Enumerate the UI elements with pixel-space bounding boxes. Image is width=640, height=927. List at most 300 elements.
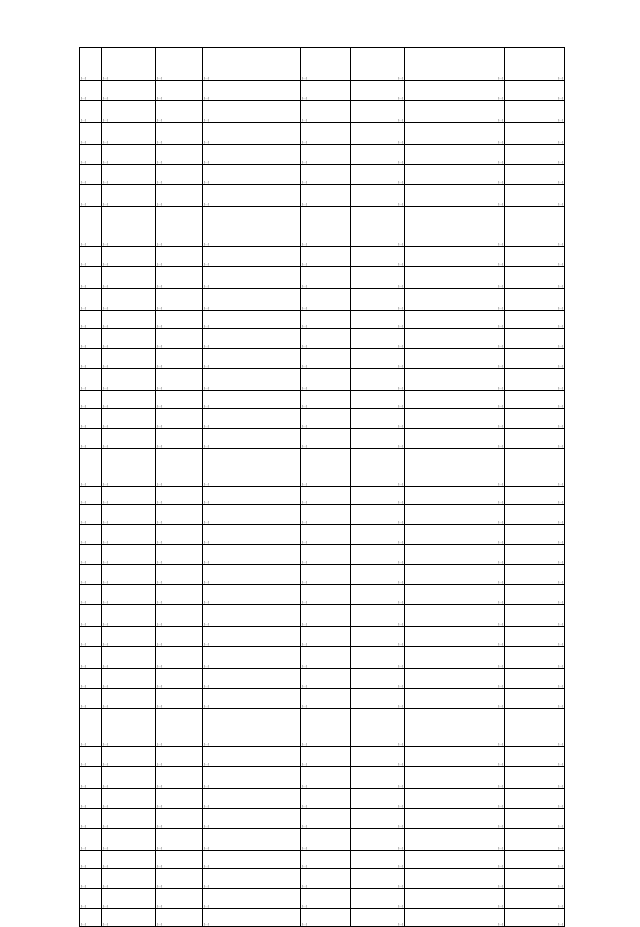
cell-cat: […] [203, 329, 301, 349]
cell-cat: […] [203, 247, 301, 267]
table-row [80, 185, 565, 207]
cell-c: […] [505, 409, 565, 429]
cell-desc: […] [301, 247, 351, 267]
cell-desc: […] [301, 145, 351, 165]
cell-b: […] [405, 123, 505, 145]
cell-addr: […] [156, 565, 203, 585]
cell-b: […] [405, 349, 505, 369]
cell-cat: […] [203, 585, 301, 605]
cell-desc: […] [301, 525, 351, 545]
cell-addr: […] [156, 429, 203, 449]
cell-c: […] [505, 487, 565, 505]
cell-desc: […] [301, 449, 351, 487]
cell-cat: […] [203, 565, 301, 585]
cell-n: […] [80, 545, 102, 565]
cell-n: […] [80, 909, 102, 927]
cell-desc: […] [301, 123, 351, 145]
cell-addr: […] [156, 647, 203, 669]
cell-a: […] [351, 267, 405, 289]
cell-c: […] [505, 165, 565, 185]
table-row [80, 829, 565, 851]
cell-desc: […] [301, 505, 351, 525]
cell-b: […] [405, 505, 505, 525]
cell-b: […] [405, 585, 505, 605]
cell-n: […] [80, 311, 102, 329]
cell-c: […] [505, 207, 565, 247]
table-row [80, 311, 565, 329]
cell-addr: […] [156, 409, 203, 429]
table-row [80, 369, 565, 391]
cell-cad: […] [102, 101, 156, 123]
cell-a: […] [351, 247, 405, 267]
cell-n: […] [80, 869, 102, 889]
cell-b: […] [405, 525, 505, 545]
cell-addr: […] [156, 627, 203, 647]
cell-desc: […] [301, 809, 351, 829]
cell-cad: […] [102, 369, 156, 391]
cell-b: […] [405, 669, 505, 689]
table-row [80, 289, 565, 311]
cell-c: […] [505, 889, 565, 909]
cell-a: […] [351, 391, 405, 409]
cell-cat: […] [203, 101, 301, 123]
cell-cat: […] [203, 391, 301, 409]
cell-addr: […] [156, 669, 203, 689]
cell-cad: […] [102, 487, 156, 505]
cell-cat: […] [203, 311, 301, 329]
cell-c: […] [505, 289, 565, 311]
cell-addr: […] [156, 449, 203, 487]
table-row [80, 851, 565, 869]
table-row [80, 505, 565, 525]
cell-cad: […] [102, 585, 156, 605]
cell-addr: […] [156, 809, 203, 829]
cell-cat: […] [203, 605, 301, 627]
cell-c: […] [505, 185, 565, 207]
cell-desc: […] [301, 709, 351, 747]
cell-addr: […] [156, 889, 203, 909]
cell-addr: […] [156, 767, 203, 789]
cell-a: […] [351, 647, 405, 669]
cell-n: […] [80, 605, 102, 627]
cell-n: […] [80, 525, 102, 545]
cell-addr: […] [156, 909, 203, 927]
cell-n: […] [80, 767, 102, 789]
cell-c: […] [505, 449, 565, 487]
cell-n: […] [80, 207, 102, 247]
cell-n: […] [80, 165, 102, 185]
cell-cat: […] [203, 669, 301, 689]
cell-a: […] [351, 809, 405, 829]
cell-addr: […] [156, 207, 203, 247]
cell-a: […] [351, 605, 405, 627]
cell-a: […] [351, 829, 405, 851]
cell-n: […] [80, 689, 102, 709]
register-table [79, 47, 565, 927]
cell-desc: […] [301, 851, 351, 869]
cell-desc: […] [301, 349, 351, 369]
cell-desc: […] [301, 101, 351, 123]
cell-b: […] [405, 851, 505, 869]
cell-c: […] [505, 669, 565, 689]
table-row [80, 487, 565, 505]
cell-desc: […] [301, 889, 351, 909]
cell-cad: […] [102, 767, 156, 789]
cell-n: […] [80, 829, 102, 851]
cell-b: […] [405, 267, 505, 289]
cell-a: […] [351, 525, 405, 545]
cell-cad: […] [102, 329, 156, 349]
cell-c: […] [505, 349, 565, 369]
cell-cad: […] [102, 669, 156, 689]
cell-n: […] [80, 289, 102, 311]
cell-cad: […] [102, 48, 156, 81]
cell-a: […] [351, 789, 405, 809]
cell-cad: […] [102, 247, 156, 267]
cell-cad: […] [102, 409, 156, 429]
cell-desc: […] [301, 605, 351, 627]
table-row [80, 429, 565, 449]
cell-a: […] [351, 349, 405, 369]
cell-cad: […] [102, 81, 156, 101]
table-row [80, 81, 565, 101]
cell-b: […] [405, 165, 505, 185]
cell-addr: […] [156, 165, 203, 185]
cell-c: […] [505, 525, 565, 545]
cell-desc: […] [301, 289, 351, 311]
cell-desc: […] [301, 329, 351, 349]
cell-b: […] [405, 487, 505, 505]
cell-desc: […] [301, 747, 351, 767]
cell-addr: […] [156, 101, 203, 123]
cell-cat: […] [203, 869, 301, 889]
table-row [80, 627, 565, 647]
table-row [80, 349, 565, 369]
cell-addr: […] [156, 349, 203, 369]
cell-cad: […] [102, 829, 156, 851]
cell-addr: […] [156, 329, 203, 349]
table-row [80, 709, 565, 747]
cell-a: […] [351, 565, 405, 585]
cell-addr: […] [156, 789, 203, 809]
cell-c: […] [505, 767, 565, 789]
cell-n: […] [80, 647, 102, 669]
cell-c: […] [505, 545, 565, 565]
cell-c: […] [505, 851, 565, 869]
cell-c: […] [505, 789, 565, 809]
cell-c: […] [505, 311, 565, 329]
cell-desc: […] [301, 185, 351, 207]
cell-cat: […] [203, 851, 301, 869]
cell-n: […] [80, 851, 102, 869]
cell-addr: […] [156, 851, 203, 869]
cell-cat: […] [203, 145, 301, 165]
table-row [80, 585, 565, 605]
cell-a: […] [351, 869, 405, 889]
cell-cad: […] [102, 449, 156, 487]
cell-a: […] [351, 747, 405, 767]
cell-b: […] [405, 829, 505, 851]
cell-c: […] [505, 267, 565, 289]
table-row [80, 101, 565, 123]
table-row [80, 545, 565, 565]
cell-addr: […] [156, 545, 203, 565]
cell-cat: […] [203, 369, 301, 391]
cell-c: […] [505, 81, 565, 101]
cell-a: […] [351, 689, 405, 709]
cell-cad: […] [102, 789, 156, 809]
cell-n: […] [80, 487, 102, 505]
cell-n: […] [80, 809, 102, 829]
cell-c: […] [505, 829, 565, 851]
table-row [80, 747, 565, 767]
cell-b: […] [405, 329, 505, 349]
cell-cat: […] [203, 689, 301, 709]
table-row [80, 267, 565, 289]
cell-b: […] [405, 789, 505, 809]
table-row [80, 809, 565, 829]
cell-desc: […] [301, 565, 351, 585]
cell-c: […] [505, 747, 565, 767]
cell-cad: […] [102, 123, 156, 145]
cell-addr: […] [156, 391, 203, 409]
cell-b: […] [405, 409, 505, 429]
cell-desc: […] [301, 829, 351, 851]
cell-cat: […] [203, 545, 301, 565]
table-row [80, 123, 565, 145]
cell-c: […] [505, 809, 565, 829]
cell-a: […] [351, 545, 405, 565]
cell-n: […] [80, 747, 102, 767]
cell-b: […] [405, 545, 505, 565]
cell-addr: […] [156, 869, 203, 889]
cell-desc: […] [301, 487, 351, 505]
cell-a: […] [351, 369, 405, 391]
cell-cad: […] [102, 869, 156, 889]
cell-b: […] [405, 449, 505, 487]
cell-b: […] [405, 565, 505, 585]
cell-a: […] [351, 207, 405, 247]
table-row [80, 689, 565, 709]
cell-a: […] [351, 709, 405, 747]
table-row [80, 605, 565, 627]
cell-cad: […] [102, 809, 156, 829]
cell-addr: […] [156, 289, 203, 311]
table-row [80, 247, 565, 267]
cell-desc: […] [301, 267, 351, 289]
cell-desc: […] [301, 48, 351, 81]
table-row [80, 789, 565, 809]
cell-b: […] [405, 185, 505, 207]
cell-cad: […] [102, 565, 156, 585]
cell-a: […] [351, 909, 405, 927]
cell-cat: […] [203, 185, 301, 207]
cell-cad: […] [102, 889, 156, 909]
cell-a: […] [351, 889, 405, 909]
cell-desc: […] [301, 391, 351, 409]
cell-b: […] [405, 689, 505, 709]
cell-desc: […] [301, 429, 351, 449]
cell-a: […] [351, 585, 405, 605]
cell-desc: […] [301, 81, 351, 101]
table-row [80, 391, 565, 409]
cell-cad: […] [102, 647, 156, 669]
cell-c: […] [505, 647, 565, 669]
cell-c: […] [505, 391, 565, 409]
cell-n: […] [80, 329, 102, 349]
cell-addr: […] [156, 267, 203, 289]
cell-cat: […] [203, 81, 301, 101]
cell-b: […] [405, 869, 505, 889]
cell-cad: […] [102, 545, 156, 565]
cell-cat: […] [203, 207, 301, 247]
cell-cat: […] [203, 647, 301, 669]
cell-b: […] [405, 909, 505, 927]
cell-desc: […] [301, 585, 351, 605]
table-row [80, 449, 565, 487]
table-row [80, 869, 565, 889]
cell-c: […] [505, 123, 565, 145]
cell-a: […] [351, 627, 405, 647]
cell-addr: […] [156, 123, 203, 145]
cell-cat: […] [203, 829, 301, 851]
cell-cat: […] [203, 525, 301, 545]
cell-cat: […] [203, 48, 301, 81]
cell-a: […] [351, 409, 405, 429]
cell-n: […] [80, 267, 102, 289]
table-row [80, 909, 565, 927]
cell-cat: […] [203, 429, 301, 449]
cell-cad: […] [102, 349, 156, 369]
cell-cat: […] [203, 449, 301, 487]
cell-n: […] [80, 505, 102, 525]
register-rows [80, 48, 565, 927]
cell-b: […] [405, 145, 505, 165]
cell-b: […] [405, 289, 505, 311]
cell-c: […] [505, 585, 565, 605]
table-row [80, 889, 565, 909]
cell-a: […] [351, 289, 405, 311]
cell-n: […] [80, 585, 102, 605]
table-row [80, 525, 565, 545]
cell-addr: […] [156, 605, 203, 627]
cell-b: […] [405, 207, 505, 247]
cell-b: […] [405, 311, 505, 329]
table-row [80, 329, 565, 349]
cell-n: […] [80, 889, 102, 909]
cell-n: […] [80, 409, 102, 429]
table-row [80, 165, 565, 185]
cell-cad: […] [102, 165, 156, 185]
table-row [80, 409, 565, 429]
cell-cat: […] [203, 123, 301, 145]
cell-c: […] [505, 869, 565, 889]
cell-a: […] [351, 123, 405, 145]
cell-desc: […] [301, 409, 351, 429]
cell-c: […] [505, 689, 565, 709]
cell-n: […] [80, 101, 102, 123]
cell-cad: […] [102, 627, 156, 647]
cell-b: […] [405, 48, 505, 81]
table-row [80, 647, 565, 669]
cell-addr: […] [156, 311, 203, 329]
cell-cad: […] [102, 289, 156, 311]
cell-b: […] [405, 809, 505, 829]
cell-cat: […] [203, 809, 301, 829]
cell-cat: […] [203, 349, 301, 369]
cell-addr: […] [156, 709, 203, 747]
cell-c: […] [505, 329, 565, 349]
cell-a: […] [351, 767, 405, 789]
cell-a: […] [351, 145, 405, 165]
cell-cat: […] [203, 165, 301, 185]
cell-cat: […] [203, 267, 301, 289]
cell-a: […] [351, 165, 405, 185]
cell-addr: […] [156, 145, 203, 165]
cell-addr: […] [156, 369, 203, 391]
cell-b: […] [405, 369, 505, 391]
cell-desc: […] [301, 165, 351, 185]
cell-a: […] [351, 311, 405, 329]
cell-desc: […] [301, 669, 351, 689]
table-row [80, 767, 565, 789]
cell-c: […] [505, 627, 565, 647]
cell-desc: […] [301, 789, 351, 809]
cell-cad: […] [102, 145, 156, 165]
cell-cad: […] [102, 267, 156, 289]
table-row [80, 48, 565, 81]
cell-b: […] [405, 709, 505, 747]
cell-c: […] [505, 101, 565, 123]
cell-n: […] [80, 48, 102, 81]
cell-n: […] [80, 185, 102, 207]
cell-a: […] [351, 81, 405, 101]
cell-cat: […] [203, 767, 301, 789]
cell-cad: […] [102, 851, 156, 869]
cell-n: […] [80, 123, 102, 145]
cell-a: […] [351, 48, 405, 81]
cell-desc: […] [301, 909, 351, 927]
cell-cad: […] [102, 909, 156, 927]
cell-addr: […] [156, 185, 203, 207]
cell-cad: […] [102, 429, 156, 449]
cell-a: […] [351, 429, 405, 449]
cell-n: […] [80, 669, 102, 689]
cell-c: […] [505, 565, 565, 585]
cell-b: […] [405, 391, 505, 409]
cell-n: […] [80, 391, 102, 409]
cell-cat: […] [203, 889, 301, 909]
cell-c: […] [505, 369, 565, 391]
cell-cad: […] [102, 207, 156, 247]
cell-cat: […] [203, 409, 301, 429]
cell-addr: […] [156, 829, 203, 851]
cell-cat: […] [203, 909, 301, 927]
cell-addr: […] [156, 81, 203, 101]
cell-b: […] [405, 889, 505, 909]
cell-cat: […] [203, 505, 301, 525]
cell-a: […] [351, 185, 405, 207]
cell-n: […] [80, 789, 102, 809]
cell-cat: […] [203, 789, 301, 809]
cell-b: […] [405, 627, 505, 647]
cell-c: […] [505, 605, 565, 627]
cell-addr: […] [156, 747, 203, 767]
cell-b: […] [405, 647, 505, 669]
cell-addr: […] [156, 525, 203, 545]
cell-n: […] [80, 565, 102, 585]
cell-a: […] [351, 669, 405, 689]
